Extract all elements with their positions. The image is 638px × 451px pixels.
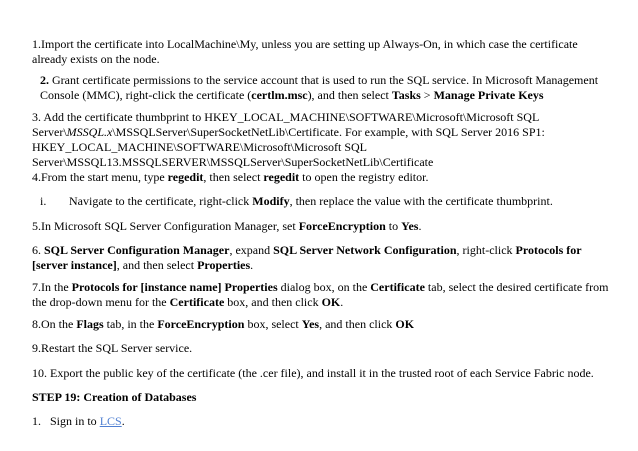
step-text: , right-click [456, 243, 516, 257]
step-text: ), and then select [307, 88, 392, 102]
step-number: 2. [40, 73, 49, 87]
step-text: . [418, 219, 422, 233]
step-text: , then select [203, 170, 264, 184]
bold-term: Properties [197, 258, 251, 272]
bold-term: OK [321, 295, 341, 309]
step-text: . [250, 258, 254, 272]
step-grant-permissions [32, 73, 618, 103]
step-import-certificate [32, 37, 610, 67]
step-text: , expand [229, 243, 274, 257]
heading-text: STEP 19: Creation of Databases [32, 390, 197, 404]
bold-term: regedit [263, 170, 300, 184]
step-text: tab, select the desired certificate from the drop-down menu for the [32, 280, 609, 309]
bold-term: Certificate [370, 280, 425, 294]
step-text: to open the registry editor. [299, 170, 429, 184]
bold-term: Flags [76, 317, 104, 331]
bold-term: SQL Server Configuration Manager [44, 243, 230, 257]
bold-term: certlm.msc [251, 88, 308, 102]
bold-term: Tasks [391, 88, 421, 102]
step-open-properties [32, 243, 610, 273]
bold-term: ForceEncryption [298, 219, 386, 233]
step-text: box, and then click [224, 295, 322, 309]
bold-term: regedit [167, 170, 204, 184]
step-add-thumbprint [32, 110, 610, 170]
step-text: 3. Add the certificate thumbprint to HKEY_LOCAL_MACHINE\SOFTWARE\Microsoft\Microsoft SQL Server\ [32, 110, 539, 139]
bold-term: Modify [252, 194, 290, 208]
step-text: , then replace the value with the certificate thumbprint. [289, 194, 553, 208]
step-text: Sign in to [50, 414, 100, 428]
step-sign-in [32, 414, 610, 429]
step-text: . [340, 295, 344, 309]
bold-term: SQL Server Network Configuration [273, 243, 457, 257]
step-force-encryption [32, 219, 610, 234]
step-text: 4.From the start menu, type [32, 170, 168, 184]
bold-term: Protocols for [server instance] [32, 243, 582, 272]
bold-term: Manage Private Keys [433, 88, 544, 102]
step-text: , and then select [116, 258, 198, 272]
step-text: . [121, 414, 125, 428]
step-text: Grant certificate permissions to the service account that is used to run the SQL service. In Microsoft Management Console (MMC), right-click the certificate ( [40, 73, 599, 102]
bold-term: Protocols for [instance name] Properties [71, 280, 278, 294]
step-text: to [385, 219, 402, 233]
step-text: Navigate to the certificate, right-click [69, 194, 253, 208]
bold-term: Yes [301, 317, 320, 331]
bold-term: Yes [401, 219, 419, 233]
step-text: , and then click [319, 317, 396, 331]
substep-modify-thumbprint [40, 194, 610, 209]
step-number: 1. [32, 414, 41, 428]
bold-term: OK [395, 317, 415, 331]
step-open-regedit [32, 170, 610, 185]
step-text: dialog box, on the [277, 280, 371, 294]
step-text: 6. [32, 243, 44, 257]
step-flags-tab [32, 317, 610, 332]
step-select-certificate [32, 280, 610, 310]
step-restart-service [32, 341, 610, 356]
step-text: Import the certificate into LocalMachine\My, unless you are setting up Always-On, in which case the certificate already exists on the node. [32, 37, 578, 66]
step-text: \MSSQLServer\SuperSocketNetLib\Certificate. For example, with SQL Server 2016 SP1: HKEY_LOCAL_MACHINE\SOFTWARE\Microsoft\Microsoft SQL Server\MSSQL13.MSSQLSERVER\MSSQLServer\SuperSocketNetLib\Certificate [32, 125, 545, 169]
step-text: 5.In Microsoft SQL Server Configuration Manager, set [32, 219, 299, 233]
bold-term: ForceEncryption [157, 317, 245, 331]
step-text: 10. Export the public key of the certificate (the .cer file), and install it in the trusted root of each Service Fabric node. [32, 366, 594, 380]
bold-term: Certificate [169, 295, 225, 309]
lcs-link[interactable]: LCS [99, 414, 122, 428]
step-text: 7.In the [32, 280, 72, 294]
section-heading [32, 390, 610, 405]
step-number: 1. [32, 37, 41, 51]
substep-number: i. [40, 194, 47, 208]
step-export-public-key [32, 366, 610, 381]
italic-term: MSSQL.x [66, 125, 113, 139]
step-text: tab, in the [103, 317, 158, 331]
step-text: 8.On the [32, 317, 77, 331]
step-text: box, select [244, 317, 302, 331]
step-text: 9.Restart the SQL Server service. [32, 341, 193, 355]
step-text: > [420, 88, 434, 102]
